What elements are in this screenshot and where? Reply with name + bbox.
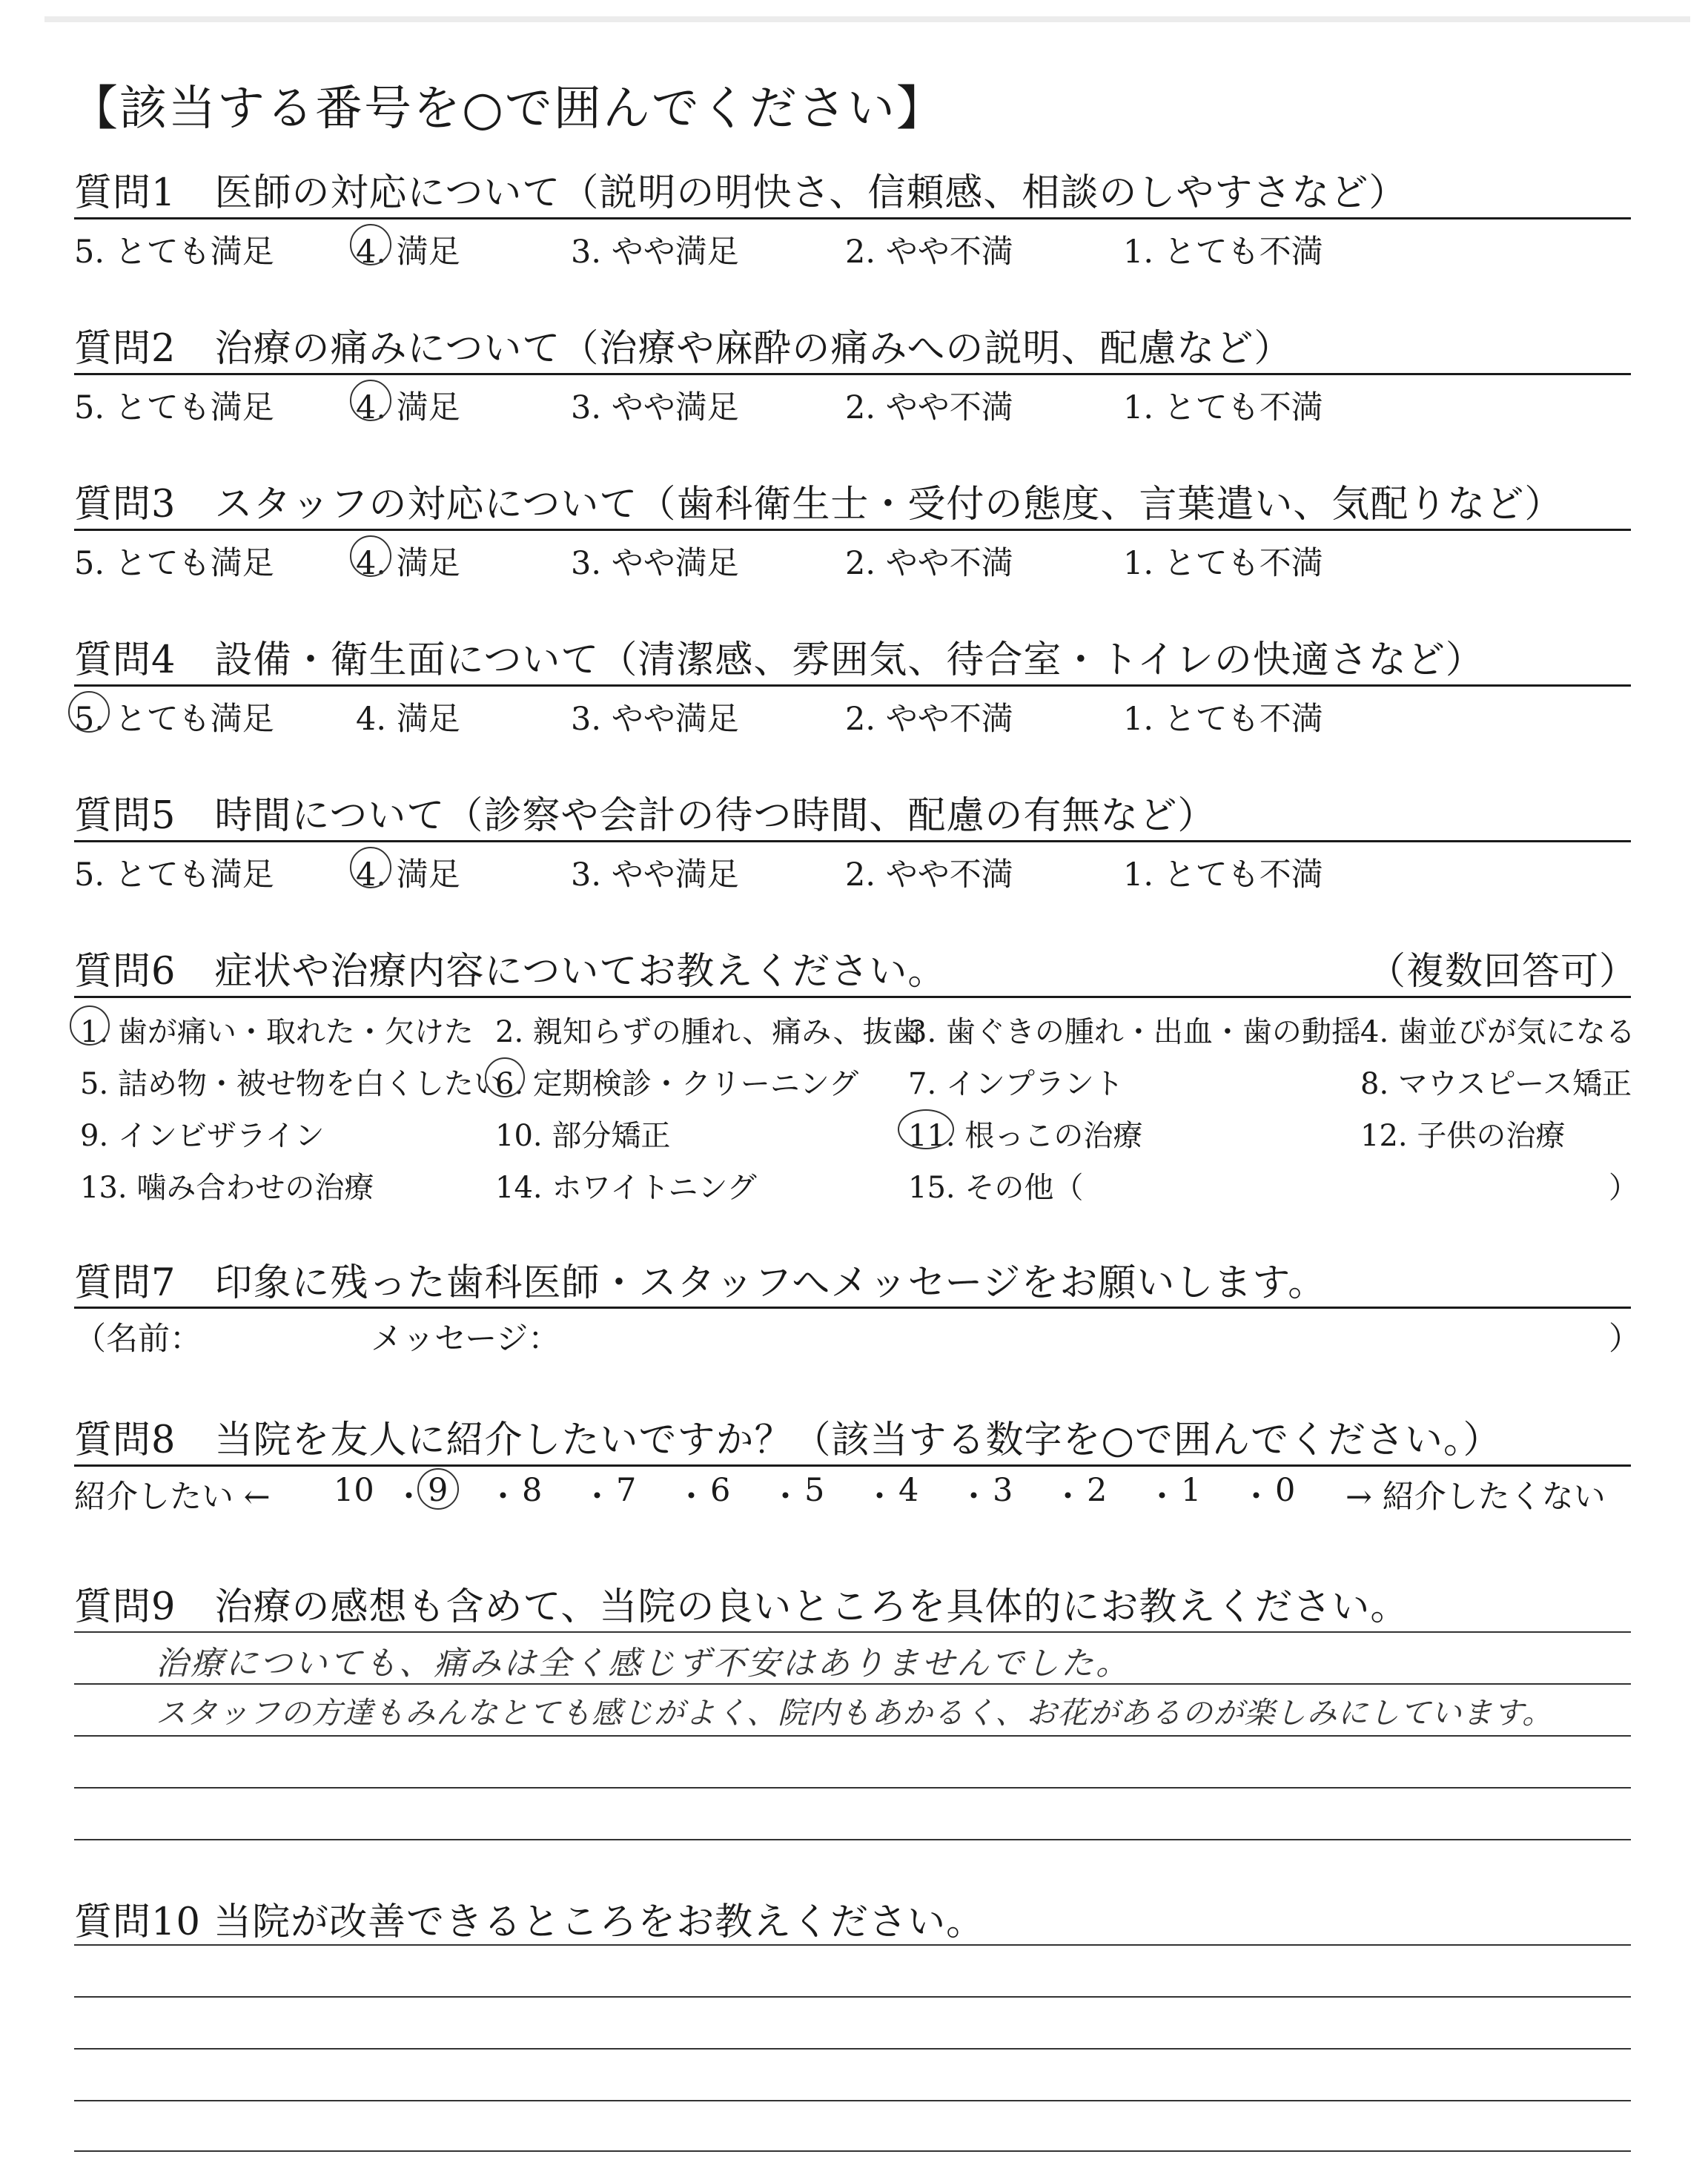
q6-rule: [74, 996, 1631, 998]
q6-option[interactable]: 5. 詰め物・被せ物を白くしたい: [80, 1067, 503, 1101]
q1-title: 質問1 医師の対応について（説明の明快さ、信頼感、相談のしやすさなど）: [74, 171, 1408, 215]
q8-separator: ・: [1240, 1479, 1272, 1516]
q7-message-label[interactable]: メッセージ：: [371, 1321, 560, 1358]
q8-scale-value[interactable]: 6: [710, 1472, 731, 1509]
q6-note: （複数回答可）: [1368, 950, 1638, 994]
q10-line: [74, 1944, 1631, 1946]
q6-option[interactable]: 10. 部分矯正: [495, 1119, 671, 1153]
q8-title: 質問8 当院を友人に紹介したいですか？（該当する数字を○で囲んでください。）: [74, 1418, 1502, 1462]
q3-option[interactable]: 4. 満足: [356, 545, 460, 582]
q1-option[interactable]: 3. やや満足: [571, 234, 739, 271]
q10-line: [74, 1996, 1631, 1998]
q6-option: ）: [1609, 1171, 1638, 1205]
q8-separator: ・: [581, 1479, 613, 1516]
q8-separator: ・: [769, 1479, 801, 1516]
q8-scale-value[interactable]: 8: [522, 1472, 543, 1509]
q1-rule: [74, 217, 1631, 219]
q3-option[interactable]: 2. やや不満: [845, 545, 1013, 582]
q6-option[interactable]: 2. 親知らずの腫れ、痛み、抜歯: [495, 1015, 922, 1049]
q8-scale-value[interactable]: 3: [993, 1472, 1013, 1509]
q6-option[interactable]: 1. 歯が痛い・取れた・欠けた: [80, 1015, 474, 1049]
selection-circle: [417, 1468, 459, 1510]
q5-option[interactable]: 2. やや不満: [845, 856, 1013, 894]
q5-rule: [74, 840, 1631, 842]
q6-option[interactable]: 6. 定期検診・クリーニング: [495, 1067, 859, 1101]
q10-line: [74, 2100, 1631, 2101]
selection-circle: [898, 1109, 954, 1149]
q6-option[interactable]: 7. インプラント: [908, 1067, 1124, 1101]
q8-scale-value[interactable]: 9: [428, 1472, 448, 1509]
q2-option[interactable]: 1. とても不満: [1123, 389, 1323, 426]
q8-rule: [74, 1464, 1631, 1467]
q5-option[interactable]: 3. やや満足: [571, 856, 739, 894]
selection-circle: [68, 691, 110, 733]
scan-top-edge: [44, 16, 1690, 22]
q4-rule: [74, 684, 1631, 687]
q2-option[interactable]: 3. やや満足: [571, 389, 739, 426]
q2-option[interactable]: 4. 満足: [356, 389, 460, 426]
q9-title: 質問9 治療の感想も含めて、当院の良いところを具体的にお教えください。: [74, 1585, 1409, 1629]
q6-option[interactable]: 12. 子供の治療: [1360, 1119, 1566, 1153]
q2-option[interactable]: 2. やや不満: [845, 389, 1013, 426]
selection-circle: [350, 847, 391, 888]
q2-title: 質問2 治療の痛みについて（治療や麻酔の痛みへの説明、配慮など）: [74, 327, 1293, 371]
q9-answer-line: スタッフの方達もみんなとても感じがよく、院内もあかるく、お花があるのが楽しみにしています。: [156, 1695, 1554, 1731]
q4-option[interactable]: 3. やや満足: [571, 701, 739, 738]
q8-scale-value[interactable]: 0: [1275, 1472, 1296, 1509]
q9-line: [74, 1787, 1631, 1789]
q10-title: 質問10 当院が改善できるところをお教えください。: [74, 1900, 985, 1944]
q1-option[interactable]: 5. とても満足: [74, 234, 274, 271]
selection-circle: [350, 535, 391, 577]
q2-rule: [74, 373, 1631, 375]
q8-scale-value[interactable]: 4: [898, 1472, 919, 1509]
q9-line: [74, 1839, 1631, 1840]
q6-option[interactable]: 4. 歯並びが気になる: [1360, 1015, 1635, 1049]
selection-circle: [70, 1005, 110, 1046]
q8-separator: ・: [1052, 1479, 1084, 1516]
q8-separator: ・: [958, 1479, 990, 1516]
q9-answer-line: 治療についても、痛みは全く感じず不安はありませんでした。: [156, 1645, 1131, 1682]
q6-option[interactable]: 14. ホワイトニング: [495, 1171, 757, 1205]
q3-title: 質問3 スタッフの対応について（歯科衛生士・受付の態度、言葉遣い、気配りなど）: [74, 483, 1563, 526]
selection-circle: [485, 1057, 525, 1097]
q3-rule: [74, 529, 1631, 531]
form-header: 【該当する番号を○で囲んでください】: [70, 82, 945, 136]
q8-scale-value[interactable]: 7: [616, 1472, 637, 1509]
selection-circle: [350, 380, 391, 421]
q9-line: [74, 1631, 1631, 1633]
q4-option[interactable]: 1. とても不満: [1123, 701, 1323, 738]
q8-separator: ・: [1146, 1479, 1178, 1516]
q6-option[interactable]: 9. インビザライン: [80, 1119, 325, 1153]
q7-rule: [74, 1307, 1631, 1309]
q8-separator: ・: [864, 1479, 896, 1516]
q5-option[interactable]: 5. とても満足: [74, 856, 274, 894]
q6-option[interactable]: 15. その他（: [908, 1171, 1084, 1205]
q3-option[interactable]: 5. とても満足: [74, 545, 274, 582]
q8-scale-value[interactable]: 2: [1087, 1472, 1108, 1509]
q1-option[interactable]: 1. とても不満: [1123, 234, 1323, 271]
q8-scale-value[interactable]: 1: [1181, 1472, 1202, 1509]
q6-option[interactable]: 8. マウスピース矯正: [1360, 1067, 1632, 1101]
q9-line: [74, 1735, 1631, 1737]
q7-close-paren: ）: [1609, 1321, 1641, 1358]
q5-title: 質問5 時間について（診察や会計の待つ時間、配慮の有無など）: [74, 794, 1217, 838]
q5-option[interactable]: 4. 満足: [356, 856, 460, 894]
q8-scale-value[interactable]: 10: [334, 1472, 374, 1509]
q8-separator: ・: [393, 1479, 425, 1516]
q1-option[interactable]: 4. 満足: [356, 234, 460, 271]
q4-option[interactable]: 5. とても満足: [74, 701, 274, 738]
q5-option[interactable]: 1. とても不満: [1123, 856, 1323, 894]
q7-name-label[interactable]: （名前：: [74, 1321, 202, 1358]
q2-option[interactable]: 5. とても満足: [74, 389, 274, 426]
selection-circle: [350, 224, 391, 265]
q8-scale-value[interactable]: 5: [804, 1472, 825, 1509]
q6-option[interactable]: 3. 歯ぐきの腫れ・出血・歯の動揺: [908, 1015, 1361, 1049]
q10-line: [74, 2048, 1631, 2050]
q3-option[interactable]: 1. とても不満: [1123, 545, 1323, 582]
q8-separator: ・: [675, 1479, 707, 1516]
q7-title: 質問7 印象に残った歯科医師・スタッフへメッセージをお願いします。: [74, 1261, 1327, 1305]
q6-option[interactable]: 11. 根っこの治療: [908, 1119, 1143, 1153]
q10-line: [74, 2150, 1631, 2152]
q3-option[interactable]: 3. やや満足: [571, 545, 739, 582]
q8-separator: ・: [487, 1479, 519, 1516]
q6-option[interactable]: 13. 噛み合わせの治療: [80, 1171, 374, 1205]
q8-right-label: → 紹介したくない: [1345, 1479, 1606, 1516]
q8-left-label: 紹介したい ←: [74, 1479, 271, 1516]
q4-option[interactable]: 4. 満足: [356, 701, 460, 738]
q4-title: 質問4 設備・衛生面について（清潔感、雰囲気、待合室・トイレの快適さなど）: [74, 638, 1484, 682]
q1-option[interactable]: 2. やや不満: [845, 234, 1013, 271]
q4-option[interactable]: 2. やや不満: [845, 701, 1013, 738]
q6-title: 質問6 症状や治療内容についてお教えください。: [74, 950, 947, 994]
